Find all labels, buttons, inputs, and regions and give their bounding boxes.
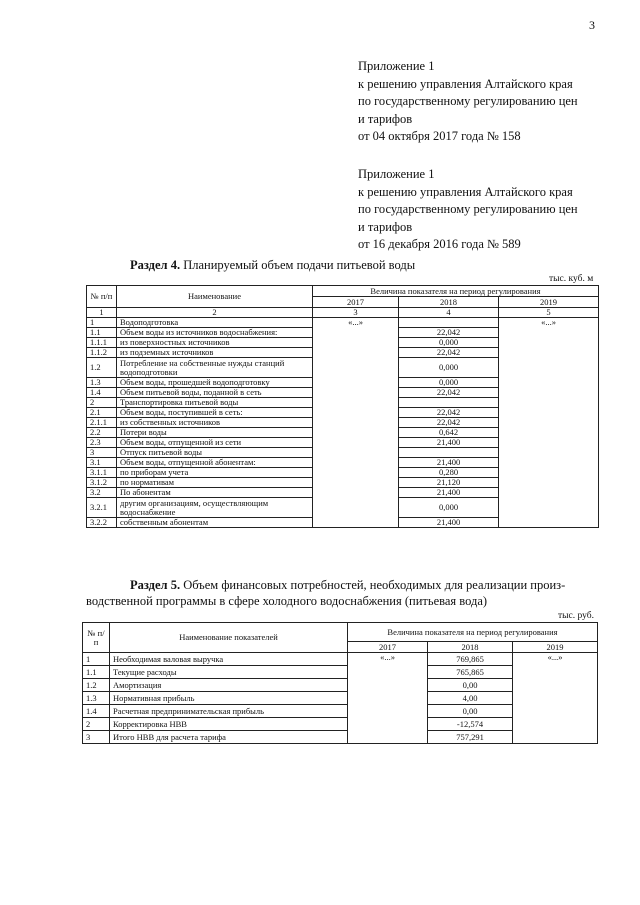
- cell-num: 3.1.2: [87, 478, 117, 488]
- col-number: 3: [313, 308, 399, 318]
- cell-num: 2: [83, 718, 110, 731]
- cell-name: по приборам учета: [117, 468, 313, 478]
- appendix-line: Приложение 1: [358, 59, 435, 73]
- cell-num: 2.2: [87, 428, 117, 438]
- cell-name: Текущие расходы: [110, 666, 348, 679]
- section4-title-text: Планируемый объем подачи питьевой воды: [180, 258, 416, 272]
- cell-num: 2.1: [87, 408, 117, 418]
- cell-name: по нормативам: [117, 478, 313, 488]
- appendix-line: по государственному регулированию цен: [358, 202, 578, 216]
- appendix-block-current: [358, 58, 578, 146]
- section4-unit: тыс. куб. м: [549, 274, 594, 284]
- header-name: Наименование: [117, 286, 313, 308]
- section4-title: [130, 258, 415, 273]
- cell-2018: 0,00: [428, 679, 513, 692]
- section5-title-line1: [130, 578, 565, 593]
- cell-2018: 21,120: [399, 478, 499, 488]
- header-name: Наименование показателей: [110, 623, 348, 653]
- header-year-2017: 2017: [313, 297, 399, 308]
- cell-2018: -12,574: [428, 718, 513, 731]
- cell-2018: 0,280: [399, 468, 499, 478]
- section4-table-body: [87, 318, 599, 528]
- cell-num: 1.1.1: [87, 338, 117, 348]
- cell-name: из поверхностных источников: [117, 338, 313, 348]
- cell-name: собственным абонентам: [117, 518, 313, 528]
- cell-name: Объем воды, отпущенной из сети: [117, 438, 313, 448]
- cell-num: 1.2: [83, 679, 110, 692]
- cell-num: 2.3: [87, 438, 117, 448]
- appendix-line: к решению управления Алтайского края: [358, 184, 573, 199]
- cell-name: другим организациям, осуществляющим водоснабжение: [117, 498, 313, 518]
- cell-2018: 4,00: [428, 692, 513, 705]
- cell-name: Транспортировка питьевой воды: [117, 398, 313, 408]
- cell-num: 1.4: [87, 388, 117, 398]
- header-period: Величина показателя на период регулирования: [348, 623, 598, 642]
- cell-num: 1.1.2: [87, 348, 117, 358]
- cell-2018: 765,865: [428, 666, 513, 679]
- cell-2018: 757,291: [428, 731, 513, 744]
- cell-2018: [399, 398, 499, 408]
- cell-name: Необходимая валовая выручка: [110, 653, 348, 666]
- col-number: 1: [87, 308, 117, 318]
- cell-name: Потери воды: [117, 428, 313, 438]
- appendix-line: к решению управления Алтайского края: [358, 76, 573, 91]
- header-num: № п/п: [83, 623, 110, 653]
- cell-num: 1.1: [83, 666, 110, 679]
- section5-unit: тыс. руб.: [558, 611, 594, 621]
- cell-name: Амортизация: [110, 679, 348, 692]
- cell-num: 1.4: [83, 705, 110, 718]
- appendix-line: по государственному регулированию цен: [358, 94, 578, 108]
- cell-2018: 22,042: [399, 348, 499, 358]
- cell-name: Корректировка НВВ: [110, 718, 348, 731]
- cell-num: 3: [87, 448, 117, 458]
- cell-2017: «...»: [348, 653, 428, 744]
- section5-title-label: Раздел 5.: [130, 578, 181, 592]
- cell-2018: 0,000: [399, 338, 499, 348]
- cell-2018: 22,042: [399, 408, 499, 418]
- appendix-line: и тарифов: [358, 219, 413, 234]
- cell-num: 1.3: [87, 378, 117, 388]
- col-number: 2: [117, 308, 313, 318]
- cell-name: Объем воды, поступившей в сеть:: [117, 408, 313, 418]
- cell-name: Отпуск питьевой воды: [117, 448, 313, 458]
- appendix-line: от 04 октября 2017 года № 158: [358, 129, 521, 143]
- table-row: [87, 318, 599, 328]
- header-year-2018: 2018: [399, 297, 499, 308]
- section5-table-body: [83, 653, 598, 744]
- cell-2017: «...»: [313, 318, 399, 528]
- header-period: Величина показателя на период регулирования: [313, 286, 599, 297]
- cell-name: Объем воды, отпущенной абонентам:: [117, 458, 313, 468]
- cell-name: Водоподготовка: [117, 318, 313, 328]
- cell-num: 3.2: [87, 488, 117, 498]
- section4-table: [86, 285, 599, 528]
- header-year-2018: 2018: [428, 642, 513, 653]
- cell-2018: 21,400: [399, 518, 499, 528]
- header-year-2019: 2019: [499, 297, 599, 308]
- col-number: 4: [399, 308, 499, 318]
- page-number: 3: [589, 18, 595, 32]
- section5-title-line2: водственной программы в сфере холодного водоснабжения (питьевая вода): [86, 594, 488, 608]
- section5-title-text: Объем финансовых потребностей, необходимых для реализации произ-: [180, 578, 566, 592]
- table-row: [83, 653, 598, 666]
- cell-name: Итого НВВ для расчета тарифа: [110, 731, 348, 744]
- cell-2018: [399, 448, 499, 458]
- col-number: 5: [499, 308, 599, 318]
- cell-2018: 21,400: [399, 458, 499, 468]
- cell-num: 3.2.2: [87, 518, 117, 528]
- cell-num: 2.1.1: [87, 418, 117, 428]
- cell-2018: 0,00: [428, 705, 513, 718]
- cell-num: 3.1.1: [87, 468, 117, 478]
- cell-2018: 22,042: [399, 388, 499, 398]
- cell-2018: 22,042: [399, 418, 499, 428]
- cell-2018: 0,642: [399, 428, 499, 438]
- appendix-line: Приложение 1: [358, 167, 435, 181]
- section5-table: [82, 622, 598, 744]
- cell-num: 1: [87, 318, 117, 328]
- cell-2019: «...»: [513, 653, 598, 744]
- cell-name: Расчетная предпринимательская прибыль: [110, 705, 348, 718]
- cell-2018: 22,042: [399, 328, 499, 338]
- appendix-block-previous: [358, 166, 578, 254]
- cell-2018: 0,000: [399, 498, 499, 518]
- cell-num: 1.1: [87, 328, 117, 338]
- cell-2018: [399, 318, 499, 328]
- appendix-line: от 16 декабря 2016 года № 589: [358, 237, 521, 251]
- cell-num: 2: [87, 398, 117, 408]
- cell-num: 3: [83, 731, 110, 744]
- cell-num: 1: [83, 653, 110, 666]
- cell-name: Нормативная прибыль: [110, 692, 348, 705]
- header-year-2017: 2017: [348, 642, 428, 653]
- cell-num: 1.3: [83, 692, 110, 705]
- cell-2018: 0,000: [399, 358, 499, 378]
- cell-name: Объем питьевой воды, поданной в сеть: [117, 388, 313, 398]
- cell-2018: 21,400: [399, 488, 499, 498]
- cell-name: Потребление на собственные нужды станций водоподготовки: [117, 358, 313, 378]
- section4-title-label: Раздел 4.: [130, 258, 181, 272]
- cell-num: 1.2: [87, 358, 117, 378]
- cell-name: Объем воды из источников водоснабжения:: [117, 328, 313, 338]
- cell-2018: 769,865: [428, 653, 513, 666]
- cell-num: 3.2.1: [87, 498, 117, 518]
- header-num: № п/п: [87, 286, 117, 308]
- cell-num: 3.1: [87, 458, 117, 468]
- cell-2018: 21,400: [399, 438, 499, 448]
- cell-name: из подземных источников: [117, 348, 313, 358]
- cell-2019: «...»: [499, 318, 599, 528]
- cell-name: По абонентам: [117, 488, 313, 498]
- appendix-line: и тарифов: [358, 111, 413, 126]
- cell-name: Объем воды, прошедшей водоподготовку: [117, 378, 313, 388]
- cell-2018: 0,000: [399, 378, 499, 388]
- cell-name: из собственных источников: [117, 418, 313, 428]
- header-year-2019: 2019: [513, 642, 598, 653]
